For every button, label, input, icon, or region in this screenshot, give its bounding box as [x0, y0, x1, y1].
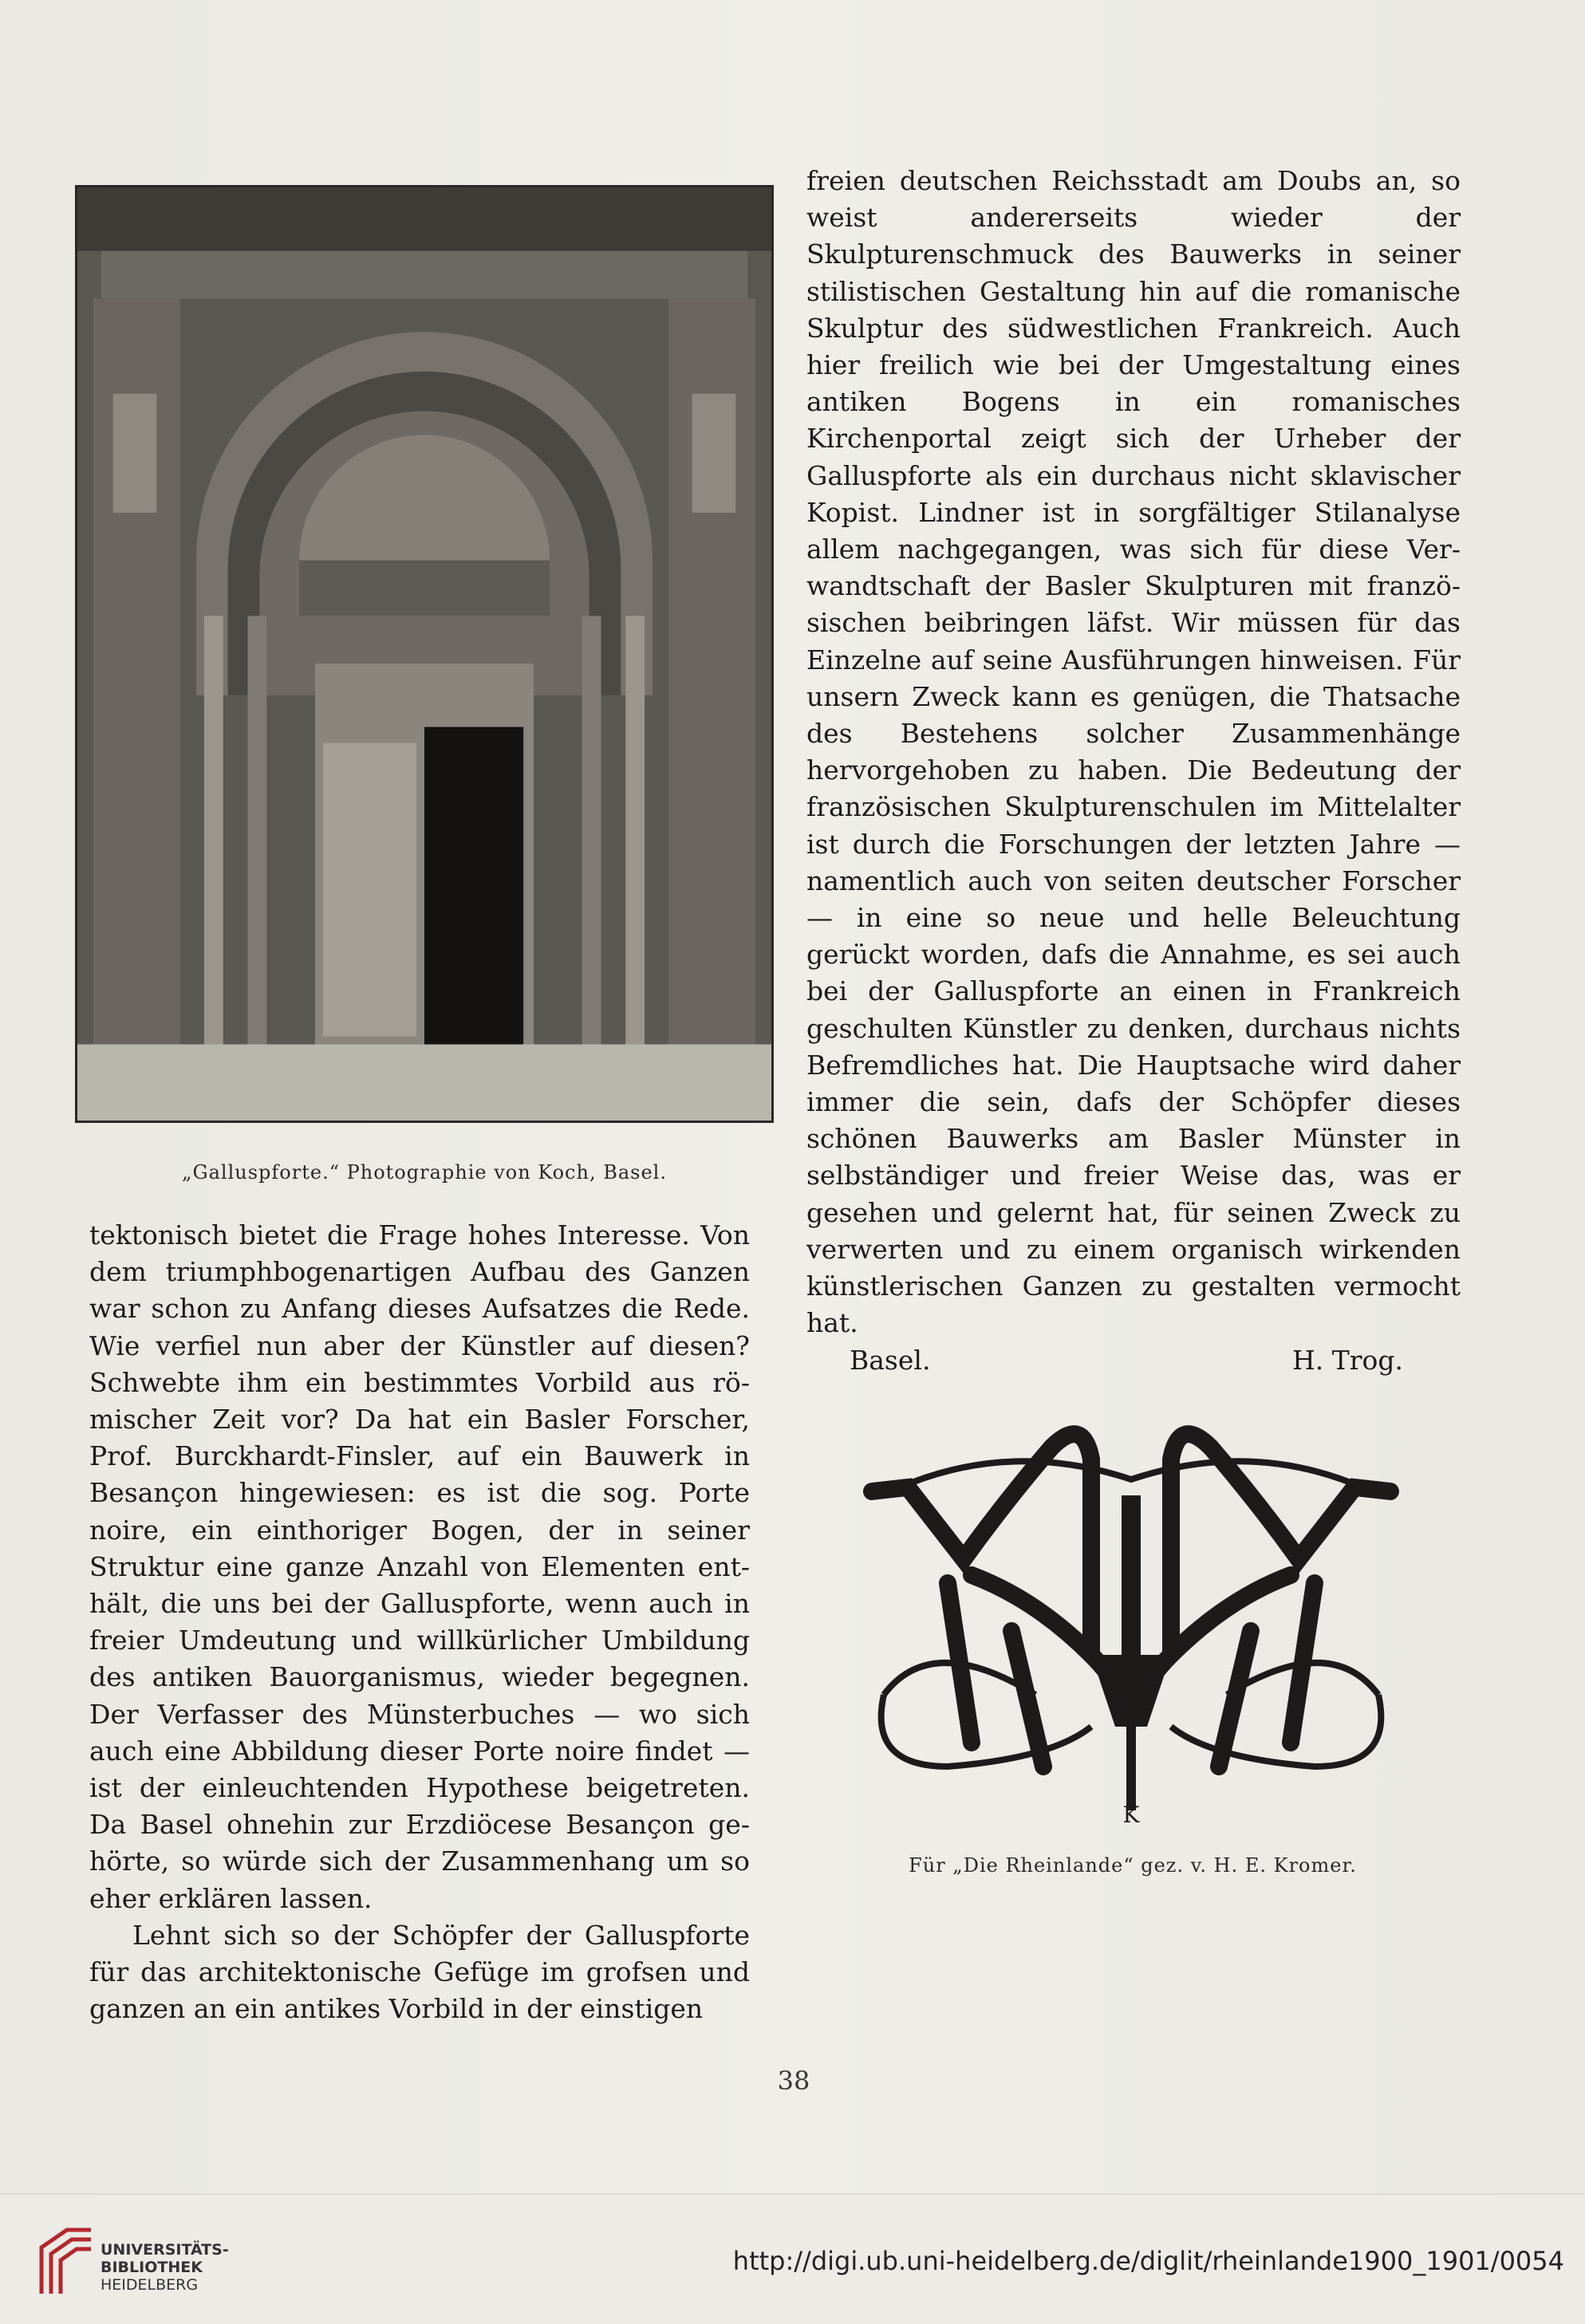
photo-caption: „Galluspforte.“ Photographie von Koch, Basel. — [182, 1161, 667, 1184]
art-nouveau-ornament — [852, 1392, 1410, 1826]
library-line-2: BIBLIOTHEK — [101, 2259, 203, 2276]
left-paragraph-1: tektonisch bietet die Frage hohes Interesse. Von dem triumphbogenartigen Aufbau des Ganzen war schon zu Anfang dieses Aufsatzes die Rede. Wie verfiel nun aber der Künstler auf diesen? Schwebte ihm ein bestimmtes Vorbild aus römischer Zeit vor? Da hat ein Basler Forscher, Prof. Burckhardt-Finsler, auf ein Bauwerk in Besançon hingewiesen: es ist die sog. Porte noire, ein einthoriger Bogen, der in seiner Struktur eine ganze Anzahl von Elementen enthält, die uns bei der Galluspforte, wenn auch in freier Umdeutung und willkürlicher Umbildung des antiken Bauorganismus, wieder begegnen. Der Verfasser des Münsterbuches — wo sich auch eine Abbildung dieser Porte noire findet — ist der einleuchtenden Hypothese beigetreten. Da Basel ohnehin zur Erzdiöcese Besançon gehörte, so würde sich der Zusammenhang um so eher erklären lassen. — [89, 1219, 750, 1914]
left-text-column — [89, 1217, 750, 2027]
ornament-monogram: K — [1122, 1802, 1140, 1826]
signature-place: Basel. — [850, 1344, 931, 1376]
signature-author: H. Trog. — [1291, 1344, 1403, 1376]
library-line-3: HEIDELBERG — [101, 2276, 199, 2294]
library-name — [101, 2241, 229, 2294]
digitization-url-link[interactable]: http://digi.ub.uni-heidelberg.de/diglit/rheinlande1900_1901/0054 — [732, 2246, 1564, 2276]
footer-bar — [0, 2193, 1585, 2324]
heidelberg-library-logo-icon[interactable] — [35, 2224, 94, 2297]
left-paragraph-2: Lehnt sich so der Schöpfer der Galluspforte für das architektonische Gefüge im grofsen und ganzen an ein antikes Vorbild in der einstigen — [89, 1919, 750, 2025]
library-line-1: UNIVERSITÄTS- — [101, 2241, 229, 2259]
ornament-caption: Für „Die Rheinlande“ gez. v. H. E. Kromer. — [909, 1854, 1357, 1877]
right-paragraph-1: freien deutschen Reichsstadt am Doubs an, so weist andererseits wieder der Skulpturenschmuck des Bauwerks in seiner stilistischen Gestaltung hin auf die romanische Skulptur des südwestlichen Frankreich. Auch hier freilich wie bei der Umgestaltung eines antiken Bogens in ein romanisches Kirchenportal zeigt sich der Urheber der Galluspforte als ein durchaus nicht sklavischer Kopist. Lindner ist in sorgfältiger Stilanalyse allem nachgegangen, was sich für diese Verwandtschaft der Basler Skulpturen mit französischen beibringen läfst. Wir müssen für das Einzelne auf seine Ausführungen hinweisen. Für unsern Zweck kann es genügen, die Thatsache des Bestehens solcher Zusammenhänge hervorgehoben zu haben. Die Bedeutung der französischen Skulpturenschulen im Mittelalter ist durch die Forschungen der letzten Jahre — namentlich auch von seiten deutscher Forscher — in eine so neue und helle Beleuchtung gerückt worden, dafs die Annahme, es sei auch bei der Galluspforte an einen in Frankreich geschulten Künstler zu denken, durchaus nichts Befremdliches hat. Die Hauptsache wird daher immer die sein, dafs der Schöpfer dieses schönen Bauwerks am Basler Münster in selbständiger und freier Weise das, was er gesehen und gelernt hat, für seinen Zweck zu verwerten und zu einem organisch wirkenden künstlerischen Ganzen zu gestalten vermocht hat. — [806, 165, 1461, 1339]
ornament-icon — [852, 1392, 1410, 1826]
signature-line — [806, 1342, 1461, 1379]
right-text-column — [806, 163, 1461, 1379]
page-number: 38 — [777, 2066, 810, 2096]
galluspforte-photograph — [75, 185, 774, 1123]
portal-illustration — [77, 187, 771, 1121]
